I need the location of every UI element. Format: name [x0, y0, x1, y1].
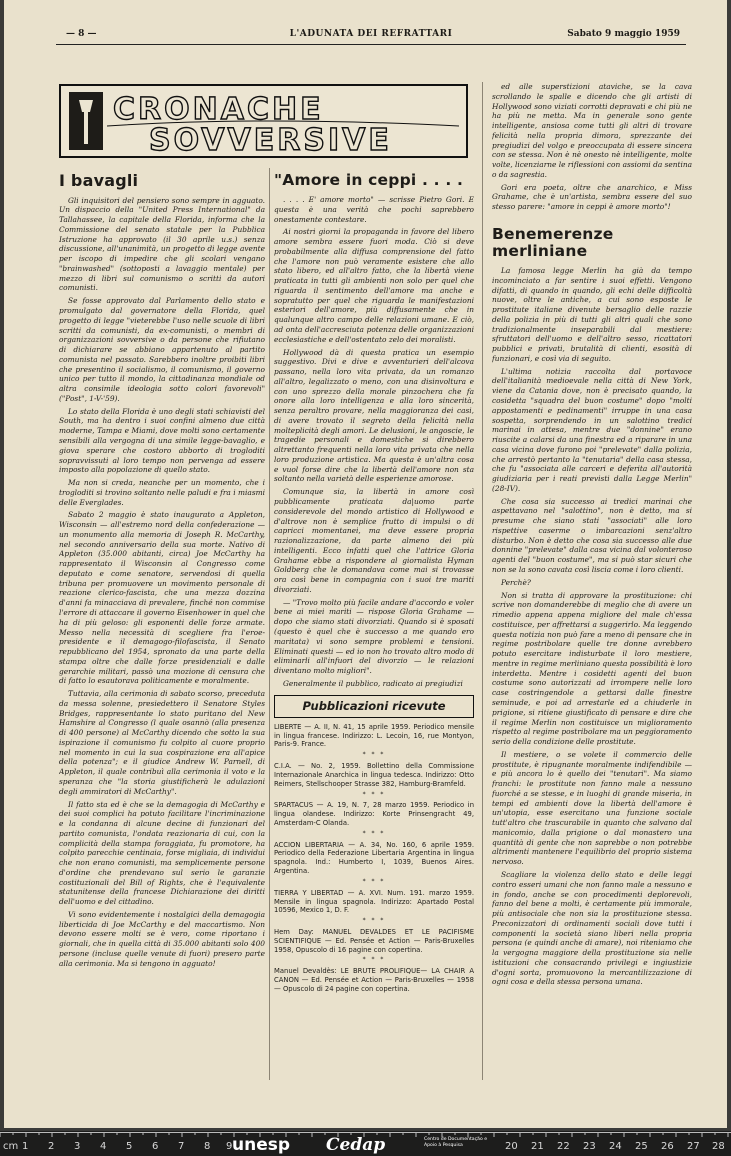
- article-bavagli: [59, 168, 265, 1080]
- ruler-number: 8: [204, 1141, 211, 1152]
- publication-item: ACCION LIBERTARIA — A. 34, No. 160, 6 aprile 1959. Periodico della Federazione Libertaria Argentina in lingua spagnola. Ind.: Humberto I, 1039, Buenos Aires. Argentina.: [274, 840, 474, 876]
- paragraph: Gori era poeta, oltre che anarchico, e Miss Grahame, che è un'artista, sembra essere del suo stesso parere: "amore in ceppi è amore morto"!: [492, 182, 692, 212]
- cedap-description: Centro de Documentação e Apoio à Pesquisa: [424, 1137, 488, 1148]
- headline-benemerenze: Benemerenze merliniane: [492, 224, 614, 260]
- paragraph: Perchè?: [501, 577, 531, 587]
- torch-icon: [69, 92, 103, 150]
- ruler-number: 26: [661, 1141, 674, 1152]
- publication-item: LIBERTE — A. II, N. 41, 15 aprile 1959. Periodico mensile in lingua francese. Indirizzo: L. Lecoin, 16, rue Montyon, Paris-9. France.: [274, 722, 474, 749]
- publication-item: TIERRA Y LIBERTAD — A. XVI. Num. 191. marzo 1959. Mensile in lingua spagnola. Indirizzo: Apartado Postal 10596, Mexico 1, D. F.: [274, 888, 474, 915]
- paragraph: Vi sono evidentemente i nostalgici della demagogia liberticida di Joe McCarthy e del maccartismo. Non devono essere molti se è vero, come riportano i giornali, che in quella città di 35.000 abitanti solo 400 persone (incluse quelle venute di fuori) presero parte alla cerimonia. Ma si tengono in agguato!: [59, 909, 265, 968]
- ruler-number: 28: [712, 1141, 725, 1152]
- ruler-unit: cm: [3, 1141, 19, 1152]
- separator-stars: * * *: [362, 917, 386, 925]
- separator-stars: * * *: [362, 790, 386, 798]
- publication-item: Hem Day: MANUEL DEVALDES ET LE PACIFISME SCIENTIFIQUE — Ed. Pensée et Action — Paris-Bruxelles 1958, Opuscolo di 16 pagine con copertina.: [274, 927, 474, 954]
- ruler-number: 25: [635, 1141, 648, 1152]
- separator-stars: * * *: [362, 956, 386, 964]
- paragraph: Se fosse approvato dal Parlamento dello stato e promulgato dal governatore della Florida, quel progetto di legge "vieterebbe l'uso nelle scuole di libri scritti da comunisti, da ex-comunisti, o membri di organizzazioni sovversive o da persone che rifiutano di dichiarare se abbiano appartenuto al partito comunista nel passato. Sarebbero inoltre proibiti libri che presentino il socialismo, il comunismo, il governo unico per tutto il mondo, la cittadinanza mondiale od altra consimile ideologia sotto colori favorevoli" ("Post", 1-V-'59).: [59, 296, 265, 403]
- masthead-rule: [56, 44, 686, 45]
- paragraph: Ma non si creda, neanche per un momento, che i trogloditi si trovino soltanto nelle paludi e fra i miasmi delle Everglades.: [59, 478, 265, 507]
- ruler-number: 3: [74, 1141, 81, 1152]
- publications-list: [274, 723, 474, 994]
- masthead: [56, 26, 686, 42]
- paragraph: L'ultima notizia raccolta dal portavoce dell'italianità medioevale nella città di New York, viene da Catania dove, non è precisato quando, la cosidetta "squadra del buon costume" dopo "molti appostamenti e pedinamenti" irruppe in una casa sospetta, sorprendendo in un salottino tredici marinai in attesa, mentre due "donnine" erano riuscite a calarsi da una finestra ed a riparare in una casa vicina dove furono poi "prelevate" dalla polizia, che arrestò pertanto la "tenutaria" della casa stessa, che fu "associata alle carceri e deferita all'autorità giudiziaria per i reati previsti dalla Legge Merlin" (28-IV).: [492, 366, 692, 493]
- section-banner: [59, 84, 468, 158]
- separator-stars: * * *: [362, 829, 386, 837]
- publication-item: C.I.A. — No. 2, 1959. Bollettino della Commissione Internazionale Anarchica in lingua tedesca. Indirizzo: Otto Reimers, Stellschooper Strasse 382, Hamburg-Bramfeld.: [274, 762, 474, 788]
- unesp-logo: unesp: [232, 1135, 291, 1155]
- issue-date: Sabato 9 maggio 1959: [567, 29, 680, 39]
- paragraph: Ai nostri giorni la propaganda in favore del libero amore sembra essere fuori moda. Ciò si deve probabilmente alla diffusa comprensione del fatto che l'amore non può veramente esistere che allo stato libero, ed all'altro fatto, che la libertà viene praticata in tutti gli ambienti non solo per quel che riguarda il sentimento dell'amore ma anche e sopratutto per quel che riguarda le manifestazioni esteriori dell'amore, più diffusamente che in qualunque altro campo delle relazioni umane. E ciò, ad onta dell'accresciuta potenza delle organizzazioni ecclesiastiche e dell'ostentato zelo dei moralisti.: [274, 227, 474, 344]
- pubblicazioni-heading: Pubblicazioni ricevute: [302, 698, 446, 713]
- ruler-number: 6: [152, 1141, 159, 1152]
- headline-amore: "Amore in ceppi . . . .: [274, 171, 464, 189]
- scan-ruler: [0, 1132, 731, 1156]
- cedap-logo: Cedap: [326, 1135, 386, 1155]
- ruler-number: 1: [22, 1141, 29, 1152]
- separator-stars: * * *: [362, 751, 386, 759]
- column-divider: [482, 82, 483, 1080]
- paragraph: Scagliare la violenza dello stato e delle leggi contro esseri umani che non fanno male a nessuno e in fondo, anche se con procedimenti deplorevoli, fanno del bene a molti, è certamente più immorale, più antisociale che non sia la prostituzione stessa. Preconizzatori di ordinamenti sociali dove tutti i componenti la società siano liberi nella propria persona (e quindi anche di amare), noi riteniamo che la vergogna maggiore della prostituzione sia nelle istituzioni che consacrando privilegi e ingiustizie d'ogni sorta, promuovono la mercantilizzazione di ogni cosa e della stessa persona umana.: [492, 869, 692, 987]
- paragraph: Il fatto sta ed è che se la demagogia di McCarthy e dei suoi complici ha potuto facilitare l'incriminazione e la condanna di alcune decine di funzionari del partito comunista, l'ondata reazionaria di cui, con la complicità della stampa foraggiata, fu promotore, ha colpito parecchie centinaia, forse migliaia, di individui che non erano comunisti, ma semplicemente persone d'ordine che prendevano sul serio le garanzie costituzionali del Bill of Rights, che è l'equivalente statunitense della francese Dichiarazione dei diritti dell'uomo e del cittadino.: [59, 799, 265, 907]
- ruler-number: 24: [609, 1141, 622, 1152]
- banner-line2: SOVVERSIVE: [149, 123, 392, 156]
- newspaper-title: L'ADUNATA DEI REFRATTARI: [289, 29, 453, 39]
- ruler-number: 22: [557, 1141, 570, 1152]
- paragraph: Gli inquisitori del pensiero sono sempre in agguato. Un dispaccio della "United Press International" da Tallahassee, la capitale della Florida, informa che la Commissione del senato statale per la Pubblica Istruzione ha approvato (il 30 aprile u.s.) senza discussione, all'unanimità, un progetto di legge avente per iscopo di impedire che gli scolari vengano "brainwashed" (sottoposti a lavaggio mentale) per mezzo di libri sul comunismo o scritti da autori comunisti.: [59, 195, 265, 293]
- paragraph: — "Trovo molto più facile andare d'accordo e voler bene ai miei mariti — rispose Gloria Grahame — dopo che siamo stati divorziati. Quando si è sposati (questo è quel che è successo a me quando ero maritata) vi sono sempre problemi e tensioni. Eliminati questi — ed io non ho trovato altro modo di eliminarli all'infuori del divorzio — le relazioni diventano molto migliori".: [274, 597, 474, 676]
- paragraph: Lo stato della Florida è uno degli stati schiavisti del South, ma ha dentro i suoi confini almeno due città moderne, Tampa e Miami, dove molti sono certamente sensibili alla vergogna di una simile legge-bavaglio, e giova sperare che costoro abborto di trogloditi sopravvissuti al loro tempo non pervenga ad essere imposto alla popolazione di quello stato.: [59, 406, 265, 475]
- ruler-number: 2: [48, 1141, 55, 1152]
- paragraph: Non si tratta di approvare la prostituzione: chi scrive non domanderebbe di meglio che di avere un rimedio appena appena migliore del male ch'essa costituisce, per affrettarsi a suggerirlo. Ma leggendo questa notizia non può fare a meno di pensare che in regime postribolare quelle tre donne avrebbero potuto esercitare indisturbate il loro mestiere, mentre in regime merliniano questa possibilità è loro interdetta. Mentre i cosidetti agenti del buon costume sono autorizzati ad irrompere nelle loro case costringendole a gettarsi dalle finestre seminude, e poi ad arrestarle ed a chiuderle in prigione, si ritiene giustificato di pensare e dire che il regime Merlin non costituisce un miglioramento rispetto al regime postribolare ma un peggioramento serio della condizione delle prostitute.: [492, 590, 692, 747]
- publication-item: Manuel Devaldès: LE BRUTE PROLIFIQUE— LA CHAIR A CANON — Ed. Pensée et Action — Paris-Bruxelles — 1958 — Opuscolo di 24 pagine con copertina.: [274, 967, 474, 993]
- paragraph: ed alle superstizioni ataviche, se la cava scrollando le spalle e dicendo che gli artisti di Hollywood sono viziati corrotti depravati e chi più ne ha più ne metta. Ma in generale sono gente intelligente, ansiosa come tutti gli altri di trovare felicità nella propria dimora, sprezzante dei pregiudizi del volgo e preoccupata di essere sincera con se stessa. Non è nè onesto nè intelligente, molte volte, licenziarne le riflessioni con assiomi da sentina o da sagrestia.: [492, 82, 692, 179]
- paragraph: Hollywood dà di questa pratica un esempio suggestivo. Divi e dive e avventurieri dell'alcova passano, nella loro vita privata, da un romanzo all'altro, legalizzato o meno, con una disinvoltura e con uno sprezzo della morale pinzochera che fa onore alla loro intelligenza e alla loro sincerità, senza peraltro provare, nella maggioranza dei casi, di avere trovato il segreto della felicità nella molteplicità degli amori. Le delusioni, le angoscie, le tragedie personali e domestiche si direbbero altrettanto frequenti nella loro vita privata che nella loro produzione artistica. Ma questa è un'altra cosa e vuol forse dire che la libertà dell'amore non sta soltanto nella varietà delle esperienze amorose.: [274, 347, 474, 484]
- article-benemerenze-merliniane: [492, 82, 692, 1080]
- pubblicazioni-heading-box: [274, 695, 474, 718]
- paragraph: Generalmente il pubblico, radicato ai pregiudizi: [283, 678, 463, 688]
- paragraph: Sabato 2 maggio è stato inaugurato a Appleton, Wisconsin — all'estremo nord della confederazione — un monumento alla memoria di Joseph R. McCarthy, nel secondo anniversario della sua morte. Nativo di Appleton (35.000 abitanti, circa) Joe McCarthy ha rappresentato il Wisconsin al Congresso come deputato e come senatore, servendosi di quella tribuna per promuovere un movimento personale di reazione clerico-fascista, che una mezza dozzina d'anni fa minacciava di prevalere, finché non commise l'errore di attaccare il governo Eisenhower in quel che ha di più geloso: gli esponenti delle forze armate. Messo nella necessità di scegliere fra l'eroe-presidente e il demagogo-filofascista, il Senato repubblicano del 1954, spronato da una parte della stampa oltre che dalle forze presidenziali e dalle gerarchie militari, passò una mozione di censura che di fatto lo esautorava politicamente e moralmente.: [59, 510, 265, 686]
- paragraph: Il mestiere, o se volete il commercio delle prostitute, è ripugnante moralmente indifendibile — e più ancora lo è quello dei "tenutari". Ma siamo franchi: le prostitute non fanno male a nessuno fuorché a se stesse, e in luoghi di grande miseria, in tempi ed ambienti dove la libertà dell'amore è un'utopia, esse esercitano una funzione sociale tutt'altro che trascurabile in quanto che salvano dal manicomio, dalla prigione o dal monastero una quantità di gente che non saprebbe o non potrebbe altrimenti mantenere l'equilibrio del proprio sistema nervoso.: [492, 749, 692, 867]
- ruler-number: 21: [531, 1141, 544, 1152]
- publication-item: SPARTACUS — A. 19, N. 7, 28 marzo 1959. Periodico in lingua olandese. Indirizzo: Korte Prinsengracht 49, Amsterdam-C Olanda.: [274, 801, 474, 827]
- ruler-number: 27: [687, 1141, 700, 1152]
- ruler-number: 23: [583, 1141, 596, 1152]
- ruler-number: 4: [100, 1141, 107, 1152]
- paragraph: Che cosa sia successo ai tredici marinai che aspettavano nel "salottino", non è detto, ma si presume che siano stati "associati" alle loro rispettive caserme o imbarcazioni senz'altro disturbo. Non è detto che cosa sia successo alle due donnine "prelevate" dalla casa vicina dal volonteroso agenti del "buon costume", ma si può star sicuri che non se la sono cavata così liscia come i loro clienti.: [492, 496, 692, 575]
- page-number: — 8 —: [66, 29, 97, 39]
- banner-graphic: [61, 86, 466, 156]
- headline-bavagli: I bavagli: [59, 171, 139, 190]
- column-divider: [269, 168, 270, 1080]
- ruler-number: 5: [126, 1141, 133, 1152]
- newspaper-page: [4, 0, 727, 1128]
- banner-line1: CRONACHE: [113, 92, 324, 127]
- ruler-number: 7: [178, 1141, 185, 1152]
- paragraph: . . . . E' amore morto" — scrisse Pietro Gori. E questa è una verità che pochi saprebbero onestamente contestare.: [274, 195, 474, 224]
- paragraph: Tuttavia, alla cerimonia di sabato scorso, preceduta da messa solenne, presiedettero il Senatore Styles Bridges, rappresentante lo stato puritano del New Hamshire al Congresso (l quale osannò (alla presenza di 400 persone) al McCarthy dicendo che sotto la sua ispirazione il comunismo fu colpito al cuore proprio nel momento in cui la sua cospirazione era all'apice della potenza"; e il giudice Andrew W. Parnell, di Appleton, il quale contribuì alla cerimonia il voto e la speranza che "la storia giustificherà le adulazioni degli ammiratori di McCarthy".: [59, 689, 265, 796]
- ruler-number: 9: [226, 1141, 233, 1152]
- paragraph: Comunque sia, la libertà in amore così pubblicamente praticata da|uomo parte considerevole del mondo artistico di Hollywood e d'altrove non è semplice frutto di impulsi o di capricci momentanei, ma deve essere propria razionalizzazione, da parte almeno dei più intelligenti. Ecco infatti quel che l'attrice Gloria Grahame ebbe a rispondere al giornalista Hyman Goldberg che le domandava come mai si trovasse ora così bene in compagnia con i suoi tre mariti divorziati.: [274, 487, 474, 594]
- article-amore-in-ceppi: [274, 168, 474, 1080]
- separator-stars: * * *: [362, 877, 386, 885]
- ruler-number: 20: [505, 1141, 518, 1152]
- paragraph: La famosa legge Merlin ha già da tempo incominciato a far sentire i suoi effetti. Vengono difatti, di quando in quando, gli echi delle difficoltà nuove, oltre le antiche, a cui sono esposte le prostitute italiane divenute bersaglio delle razzie della polizia in più di tutti gli altri quali che sono tradizionalmente inseparabili dal mestiere: sfruttatori dell'uomo e dell'altro sesso, ricattatori pubblici e privati, brutalità di clienti, esosità di funzionari, e così via di seguito.: [492, 266, 692, 363]
